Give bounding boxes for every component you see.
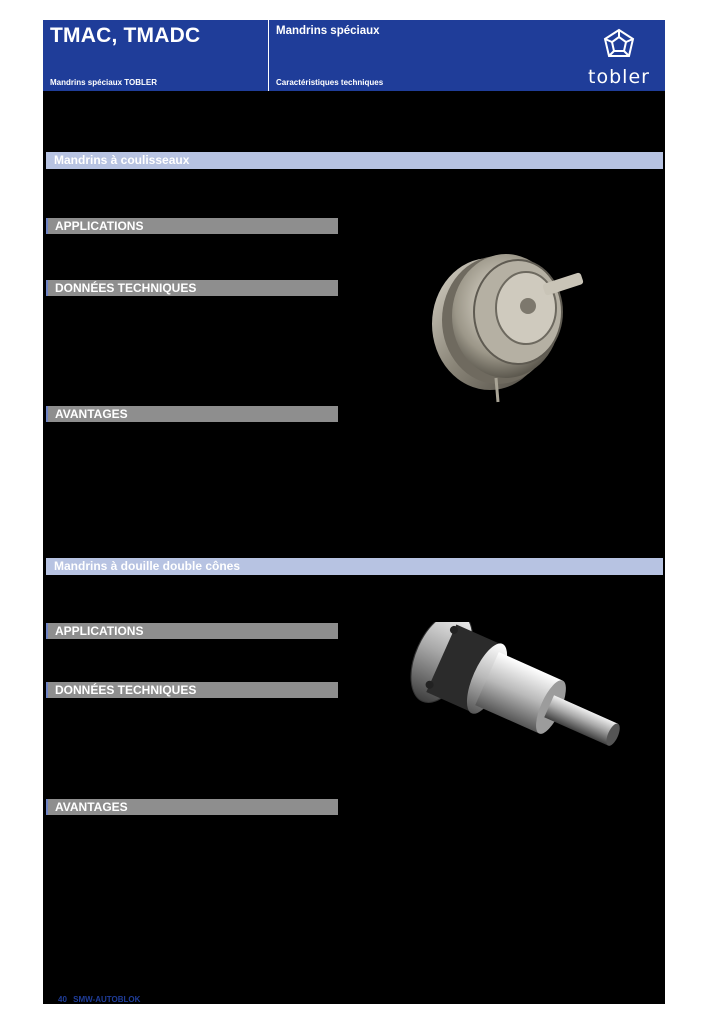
- page-footer: [58, 995, 140, 1004]
- section-bar-coulisseaux: [46, 152, 663, 169]
- sub-bar-label: DONNÉES TECHNIQUES: [55, 281, 197, 295]
- sub-bar-technical-data: [46, 682, 338, 698]
- page-header: [43, 20, 665, 91]
- sub-bar-applications: [46, 218, 338, 234]
- section-bar-double-cone: [46, 558, 663, 575]
- tobler-emblem-icon: [599, 26, 639, 64]
- page-number: 40: [58, 995, 67, 1004]
- header-divider: [268, 20, 269, 91]
- page-subtitle: Mandrins spéciaux TOBLER: [50, 78, 157, 87]
- sub-bar-applications: [46, 623, 338, 639]
- sub-bar-advantages: [46, 406, 338, 422]
- double-cone-arbor-image: [388, 622, 626, 788]
- coulisseaux-chuck-image: [418, 232, 590, 406]
- sub-bar-technical-data: [46, 280, 338, 296]
- category-title: Mandrins spéciaux: [276, 25, 380, 37]
- category-subtitle: Caractéristiques techniques: [276, 78, 384, 87]
- tobler-logo: [579, 26, 659, 88]
- sub-bar-label: AVANTAGES: [55, 407, 128, 421]
- footer-brand: SMW-AUTOBLOK: [73, 995, 141, 1004]
- sub-bar-label: DONNÉES TECHNIQUES: [55, 683, 197, 697]
- sub-bar-label: APPLICATIONS: [55, 219, 144, 233]
- page-title: TMAC, TMADC: [50, 24, 201, 47]
- section-title: Mandrins à coulisseaux: [54, 153, 190, 167]
- logo-wordmark: tobler: [588, 66, 650, 88]
- sub-bar-label: AVANTAGES: [55, 800, 128, 814]
- sub-bar-advantages: [46, 799, 338, 815]
- section-title: Mandrins à douille double cônes: [54, 559, 241, 573]
- sub-bar-label: APPLICATIONS: [55, 624, 144, 638]
